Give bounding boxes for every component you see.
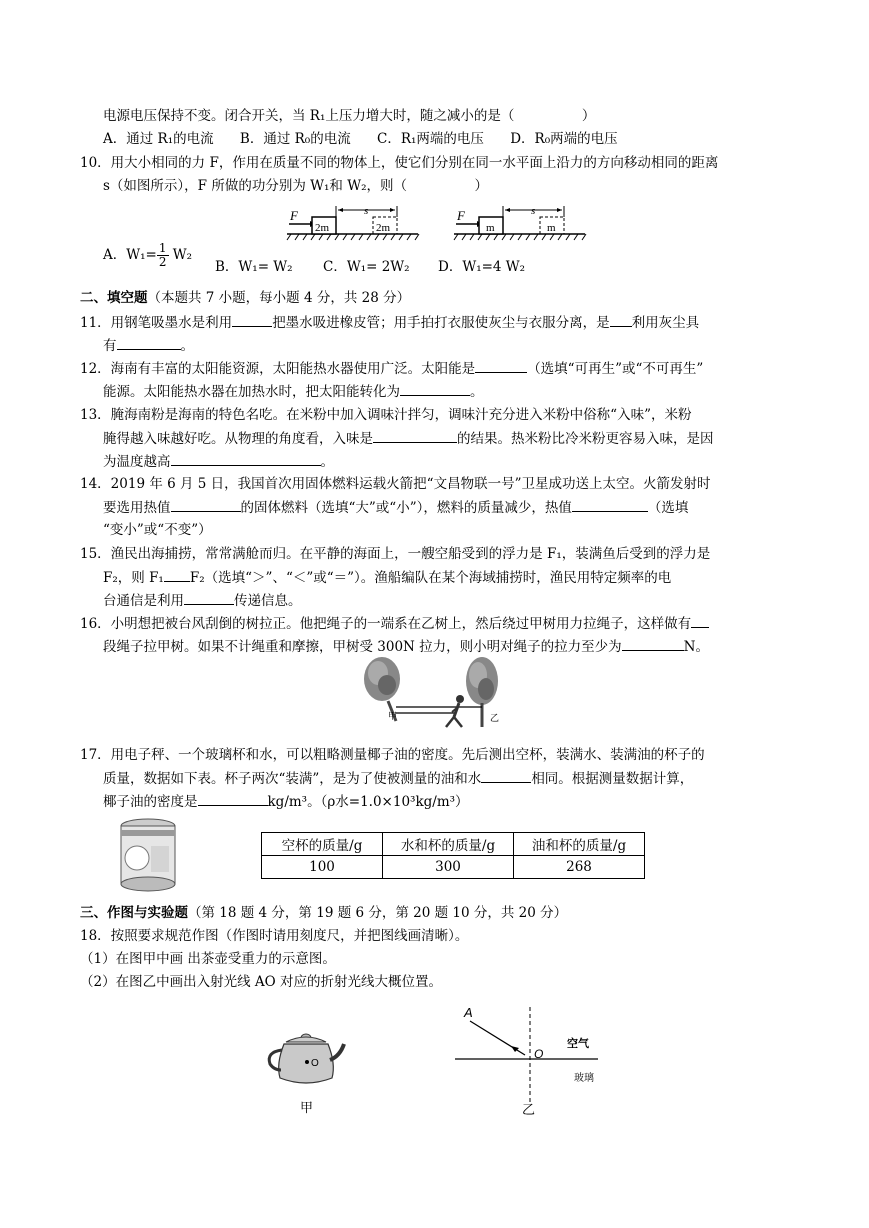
q16-line2	[103, 636, 709, 657]
q11-line2	[103, 335, 194, 356]
q12-line1	[80, 358, 703, 379]
table-row	[262, 856, 645, 879]
q10-fraction	[157, 242, 169, 269]
q17-blank-1[interactable]	[481, 768, 531, 783]
table-header-cell: 水和杯的质量/g	[383, 833, 514, 856]
q15-text-c: F₂（选填“＞”、“＜”或“＝”）。渔船编队在某个海域捕捞时，渔民用特定频率的电	[189, 570, 672, 586]
q10-option-d[interactable]: D．W₁=4 W₂	[438, 259, 526, 275]
q16-line1	[80, 613, 709, 634]
q17-text-d: 椰子油的密度是	[103, 794, 198, 810]
q9-option-d[interactable]: D．R₀两端的电压	[510, 131, 618, 147]
q18-stem: 18．按照要求规范作图（作图时请用刻度尺，并把图线画清晰）。	[80, 928, 469, 944]
q14-line1: 14．2019 年 6 月 5 日，我国首次用固体燃料运载火箭把“文昌物联一号”卫星成功送上太空。火箭发射时	[80, 476, 711, 492]
q14-blank-2[interactable]	[572, 497, 648, 512]
q16-text-a: 16．小明想把被台风刮倒的树拉正。他把绳子的一端系在乙树上，然后绕过甲树用力拉绳子，这样做有	[80, 616, 692, 632]
q12-line2	[103, 381, 484, 402]
q10-stem-line1: 10．用大小相同的力 F，作用在质量不同的物体上，使它们分别在同一水平面上沿力的方向移动相同的距离	[80, 155, 719, 171]
q15-line2	[103, 567, 671, 588]
teapot-figure-jia	[262, 1030, 352, 1120]
q17-line1: 17．用电子秤、一个玻璃杯和水，可以粗略测量椰子油的密度。先后测出空杯，装满水、装满油的杯子的	[80, 747, 705, 763]
q9-option-c[interactable]: C．R₁两端的电压	[377, 131, 484, 147]
q14-blank-1[interactable]	[171, 497, 241, 512]
q16-label-yi: 乙	[490, 714, 500, 724]
q16-text-b: 段绳子拉甲树。如果不计绳重和摩擦，甲树受 300N 拉力，则小明对绳子的拉力至少为	[103, 639, 622, 655]
q15-text-e: 传递信息。	[234, 593, 302, 609]
q14-line3: “变小”或“不变”）	[103, 522, 212, 538]
q11-text-a: 11．用钢笔吸墨水是利用	[80, 315, 233, 331]
q11-text-d: 有	[103, 338, 117, 354]
q18-part2: （2）在图乙中画出入射光线 AO 对应的折射光线大概位置。	[80, 974, 442, 990]
q11-line1	[80, 312, 699, 333]
q10-figure-left	[285, 204, 420, 244]
section2-title: 二、填空题	[80, 290, 148, 306]
q12-blank-2[interactable]	[400, 381, 470, 396]
q14-text-d: （选填	[647, 500, 689, 516]
q10-option-a[interactable]	[103, 242, 192, 269]
q10-left-block-label: 2m	[315, 222, 330, 234]
q17-text-c: 相同。根据测量数据计算，	[531, 771, 694, 787]
q10-left-ghost-label: 2m	[376, 222, 391, 234]
q12-text-d: 。	[470, 384, 484, 400]
q17-text-e: kg/m³。（ρ水=1.0×10³kg/m³）	[267, 794, 469, 810]
q11-text-b: 把墨水吸进橡皮管；用手拍打衣服使灰尘与衣服分离，是	[272, 315, 610, 331]
q10-option-c[interactable]: C．W₁= 2W₂	[323, 259, 410, 275]
q10-right-force-label: F	[457, 208, 465, 223]
q10-stem-line2: s（如图所示），F 所做的功分别为 W₁和 W₂，则（ ）	[103, 178, 488, 194]
q10-option-a-prefix: A．W₁=	[103, 247, 157, 263]
q11-blank-1[interactable]	[232, 312, 272, 327]
q13-text-c: 的结果。热米粉比冷米粉更容易入味，是因	[457, 431, 714, 447]
coconut-oil-jar-icon	[115, 816, 185, 896]
q17-line2	[103, 768, 693, 789]
q13-line2	[103, 428, 714, 449]
q15-text-b: F₂，则 F₁	[103, 570, 164, 586]
point-a-label: A	[464, 1005, 473, 1020]
q10-fraction-den: 2	[158, 255, 167, 269]
table-header-cell: 空杯的质量/g	[262, 833, 383, 856]
teapot-icon	[269, 1034, 344, 1083]
q16-figure-trees	[360, 655, 510, 735]
q13-text-e: 。	[320, 454, 334, 470]
q10-right-block-label: m	[486, 222, 495, 234]
q16-blank-2[interactable]	[622, 636, 684, 651]
section3-title: 三、作图与实验题	[80, 905, 188, 921]
refraction-figure-yi	[450, 1005, 610, 1117]
q11-blank-2[interactable]	[610, 312, 632, 327]
q13-line3	[103, 451, 334, 472]
q15-text-d: 台通信是利用	[103, 593, 184, 609]
q14-text-c: 的固体燃料（选填“大”或“小”），燃料的质量减少，热值	[240, 500, 572, 516]
q10-left-distance-label: s	[364, 205, 369, 217]
q13-blank-1[interactable]	[373, 428, 457, 443]
q17-blank-2[interactable]	[198, 791, 268, 806]
point-o-label: O	[534, 1047, 544, 1061]
figure-jia-label: 甲	[300, 1101, 314, 1116]
q10-option-b[interactable]: B．W₁= W₂	[215, 259, 293, 275]
q12-text-b: （选填“可再生”或“不可再生”	[527, 361, 704, 377]
q10-figure-right	[452, 204, 587, 244]
q16-text-c: N。	[683, 639, 709, 655]
q12-text-a: 12．海南有丰富的太阳能资源，太阳能热水器使用广泛。太阳能是	[80, 361, 476, 377]
q9-options	[103, 129, 640, 149]
q9-option-b[interactable]: B．通过 R₀的电流	[239, 131, 351, 147]
q12-blank-1[interactable]	[475, 358, 527, 373]
glass-label: 玻璃	[574, 1073, 594, 1084]
figure-yi-label: 乙	[522, 1103, 536, 1118]
q17-data-table	[261, 832, 645, 879]
section3-note: （第 18 题 4 分，第 19 题 6 分，第 20 题 10 分，共 20 分）	[188, 905, 568, 921]
q10-left-force-label: F	[290, 208, 298, 223]
table-header-row	[262, 833, 645, 856]
q11-text-c: 利用灰尘具	[631, 315, 700, 331]
section3-heading	[80, 903, 567, 923]
q17-text-b: 质量，数据如下表。杯子两次“装满”，是为了使被测量的油和水	[103, 771, 482, 787]
table-cell: 268	[514, 856, 645, 879]
q9-stem: 电源电压保持不变。闭合开关，当 R₁上压力增大时，随之减小的是（ ）	[103, 108, 596, 124]
q15-blank-2[interactable]	[184, 590, 234, 605]
q15-line1: 15．渔民出海捕捞，常常满舱而归。在平静的海面上，一艘空船受到的浮力是 F₁，装满鱼后受到的浮力是	[80, 546, 711, 562]
q18-part1: （1）在图甲中画 出茶壶受重力的示意图。	[80, 951, 336, 967]
person-pulling-icon	[446, 695, 464, 727]
table-cell: 300	[383, 856, 514, 879]
q11-text-e: 。	[180, 338, 194, 354]
teapot-point-label: O	[311, 1058, 319, 1069]
q17-line3	[103, 791, 469, 812]
q13-blank-2[interactable]	[171, 451, 321, 466]
q10-option-a-suffix: W₂	[172, 247, 193, 263]
q13-line1: 13．腌海南粉是海南的特色名吃。在米粉中加入调味汁拌匀，调味汁充分进入米粉中俗称“入味”，米粉	[80, 407, 692, 423]
q14-line2	[103, 497, 688, 518]
air-label: 空气	[567, 1037, 589, 1050]
q16-blank-1[interactable]	[691, 613, 709, 628]
table-header-cell: 油和杯的质量/g	[514, 833, 645, 856]
q10-right-distance-label: s	[531, 205, 536, 217]
q14-text-b: 要选用热值	[103, 500, 171, 516]
q10-right-ghost-label: m	[547, 222, 556, 234]
q15-blank-1[interactable]	[164, 567, 190, 582]
section2-heading	[80, 288, 410, 308]
q11-blank-3[interactable]	[117, 335, 181, 350]
q13-text-d: 为温度越高	[103, 454, 171, 470]
q16-label-jia: 甲	[388, 712, 398, 722]
q10-fraction-num: 1	[158, 241, 167, 255]
q15-line3	[103, 590, 302, 611]
q12-text-c: 能源。太阳能热水器在加热水时，把太阳能转化为	[103, 384, 400, 400]
table-cell: 100	[262, 856, 383, 879]
section2-note: （本题共 7 小题，每小题 4 分，共 28 分）	[147, 290, 411, 306]
q9-option-a[interactable]: A．通过 R₁的电流	[103, 131, 214, 147]
q13-text-b: 腌得越入味越好吃。从物理的角度看，入味是	[103, 431, 373, 447]
